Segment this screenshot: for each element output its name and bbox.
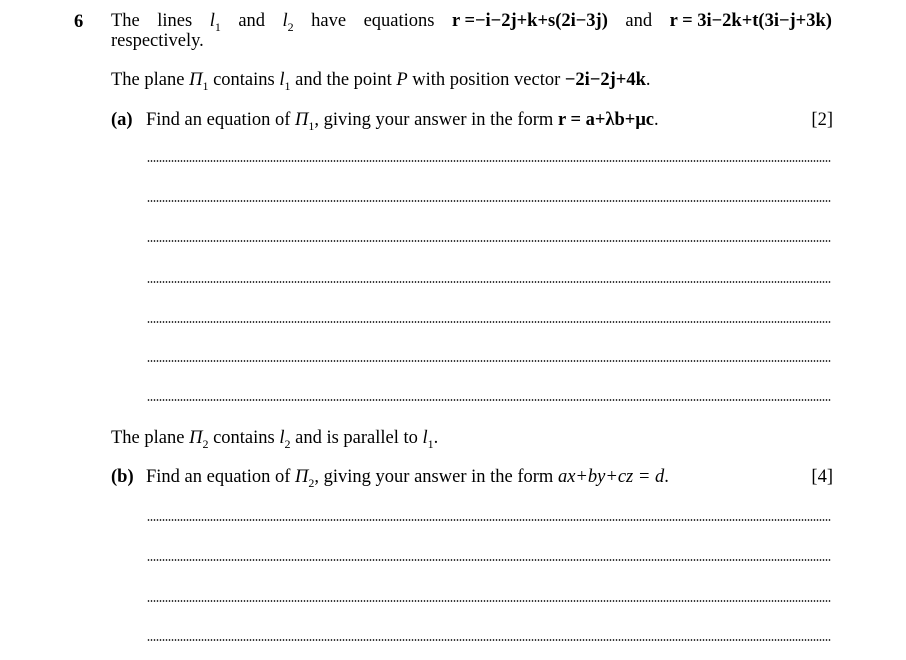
part-b-label: (b): [111, 467, 134, 487]
part-b-prompt: Find an equation of $\Pi_2$, giving your answer in the form ax+by+cz = d.: [146, 467, 669, 490]
answer-line[interactable]: [147, 360, 831, 362]
part-b-marks: [4]: [811, 467, 833, 487]
line-l1-symbol: $l_1$: [209, 11, 221, 34]
pi2-symbol: Π: [189, 428, 203, 448]
question-number: 6: [74, 12, 84, 32]
answer-line[interactable]: [147, 160, 831, 162]
point-p: P: [396, 70, 408, 90]
line-l2-symbol: $l_2$: [282, 11, 294, 34]
intro-word: and: [238, 11, 266, 31]
answer-line[interactable]: [147, 639, 831, 641]
intro-word: have: [311, 11, 347, 31]
position-vector: −2i−2j+4k: [564, 70, 646, 90]
plane1-statement: The plane $\Pi_1$ contains $l_1$ and the point P with position vector −2i−2j+4k.: [111, 70, 651, 93]
cartesian-form: ax+by+cz = d: [557, 467, 665, 487]
vector-form: r = a+λb+μc: [557, 110, 655, 130]
plane2-statement: The plane $\Pi_2$ contains $l_2$ and is parallel to $l_1$.: [111, 428, 439, 451]
pi1-symbol: Π: [189, 70, 203, 90]
answer-line[interactable]: [147, 321, 831, 323]
intro-word: and: [625, 11, 653, 31]
answer-line[interactable]: [147, 281, 831, 283]
answer-line[interactable]: [147, 200, 831, 202]
equation-l1: r =−i−2j+k+s(2i−3j): [451, 11, 608, 31]
answer-line[interactable]: [147, 240, 831, 242]
answer-line[interactable]: [147, 519, 831, 521]
answer-line[interactable]: [147, 399, 831, 401]
part-a-prompt: Find an equation of $\Pi_1$, giving your answer in the form r = a+λb+μc.: [146, 110, 659, 133]
part-a-marks: [2]: [811, 110, 833, 130]
intro-word: equations: [363, 11, 435, 31]
part-a-label: (a): [111, 110, 133, 130]
answer-line[interactable]: [147, 600, 831, 602]
equation-l2: r = 3i−2k+t(3i−j+3k): [669, 11, 832, 31]
intro-word: The: [111, 11, 140, 31]
intro-word: lines: [157, 11, 193, 31]
question-intro-line: [111, 10, 832, 32]
answer-line[interactable]: [147, 559, 831, 561]
question-intro-line2: respectively.: [111, 31, 204, 51]
